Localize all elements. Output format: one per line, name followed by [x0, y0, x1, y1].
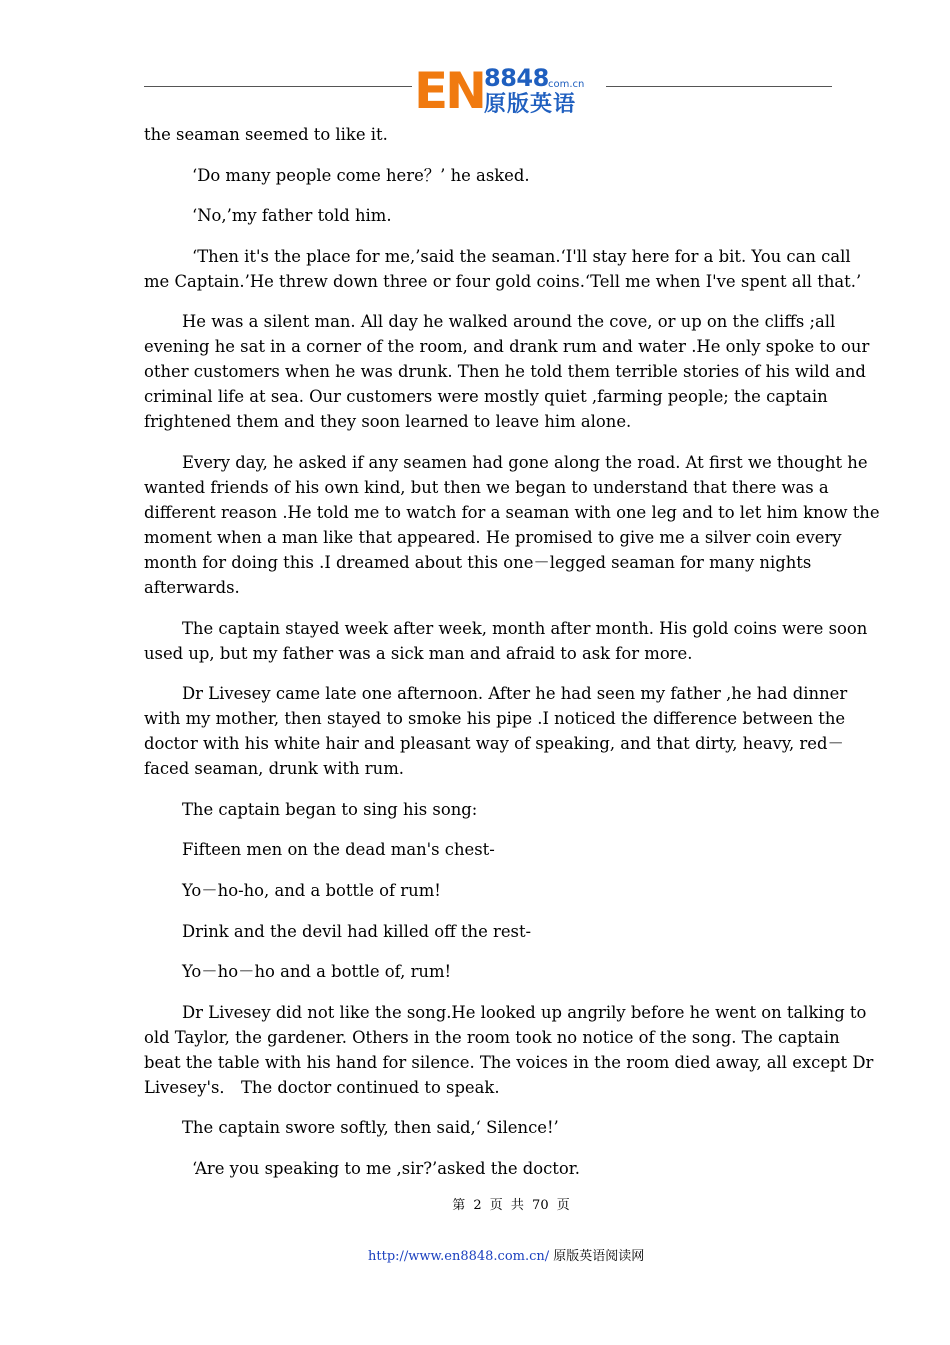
page-body [144, 122, 880, 1197]
song-line: Yo－ho-ho, and a bottle of rum! [182, 880, 441, 900]
paragraph: Dr Livesey came late one afternoon. After he had seen my father ,he had dinner with my mother, then stayed to smoke his pipe .I noticed the difference between the doctor with his white hair and pleasant way of speaking, and that dirty, heavy, red－faced seaman, drunk with rum. [144, 684, 848, 779]
paragraph-dialogue: ‘Then it's the place for me,’said the seaman.‘I'll stay here for a bit. You can call me Captain.’He threw down three or four gold coins.‘Tell me when I've spent all that.’ [144, 246, 862, 291]
footer-site-name: 原版英语阅读网 [553, 1249, 645, 1264]
footer-url-link[interactable]: http://www.en8848.com.cn/ [368, 1249, 550, 1264]
song-line: Yo－ho－ho and a bottle of, rum! [182, 962, 452, 982]
page-number: 第 2 页 共 70 页 [452, 1198, 570, 1213]
header-rule-left [144, 86, 412, 87]
logo-chinese-text: 原版英语 [484, 92, 577, 117]
header-rule-right [606, 86, 832, 87]
logo-en-text: EN [414, 62, 485, 120]
paragraph: The captain began to sing his song: [182, 799, 478, 819]
song-line: Fifteen men on the dead man's chest- [182, 840, 495, 860]
paragraph: Every day, he asked if any seamen had gone along the road. At first we thought he wanted friends of his own kind, but then we began to understand that there was a different reason .He told me to watch for a seaman with one leg and to let him know the moment when a man like that appeared. He promised to give me a silver coin every month for doing this .I dreamed about this one－legged seaman for many nights afterwards. [144, 452, 880, 597]
song-line: Drink and the devil had killed off the rest- [182, 921, 532, 941]
paragraph-dialogue: ‘Are you speaking to me ,sir?’asked the doctor. [192, 1158, 581, 1178]
paragraph: The captain stayed week after week, month after month. His gold coins were soon used up, but my father was a sick man and afraid to ask for more. [144, 618, 868, 663]
paragraph: He was a silent man. All day he walked around the cove, or up on the cliffs ;all evening he sat in a corner of the room, and drank rum and water .He only spoke to our other customers when he was drunk. Then he told them terrible stories of his wild and criminal life at sea. Our customers were mostly quiet ,farming people; the captain frightened them and they soon learned to leave him alone. [144, 312, 870, 432]
paragraph: Dr Livesey did not like the song.He looked up angrily before he went on talking to old Taylor, the gardener. Others in the room took no notice of the song. The captain beat the table with his hand for silence. The voices in the room died away, all except Dr Livesey's． The doctor continued to speak. [144, 1002, 874, 1097]
paragraph-dialogue: ‘Do many people come here？’ he asked. [192, 165, 530, 185]
paragraph: The captain swore softly, then said,‘ Silence!’ [182, 1118, 559, 1138]
paragraph-continuation: the seaman seemed to like it. [144, 125, 388, 144]
paragraph-dialogue: ‘No,’my father told him. [192, 206, 392, 226]
logo-number-text: 8848 [484, 64, 549, 92]
site-logo [412, 62, 606, 120]
logo-domain-text: com.cn [548, 79, 585, 90]
footer [368, 1247, 644, 1267]
